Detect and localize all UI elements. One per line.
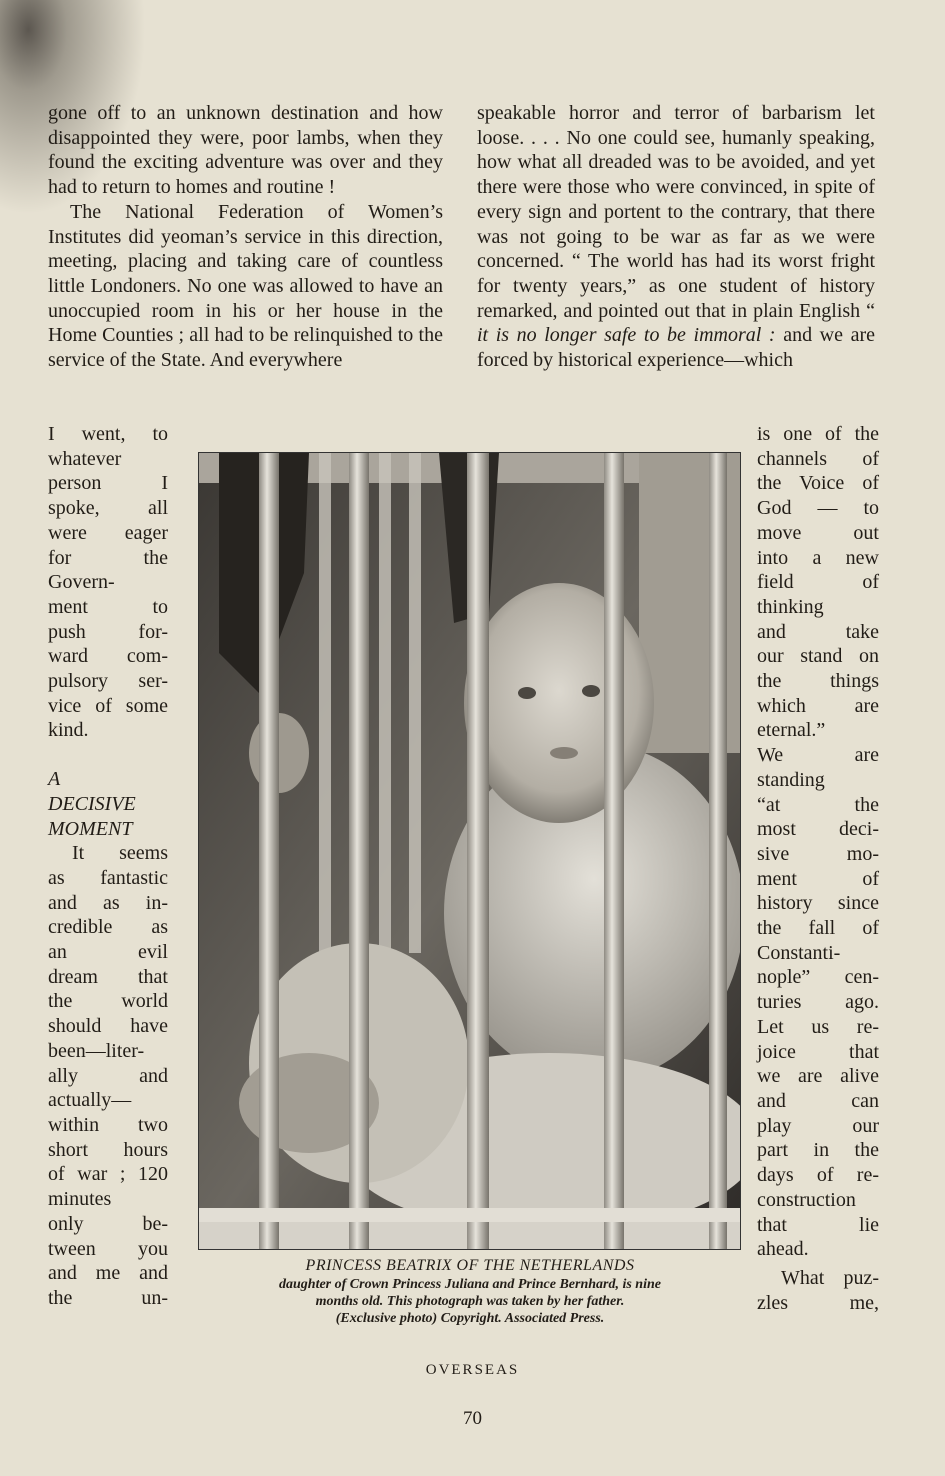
left-narrow-line: should have	[48, 1015, 168, 1038]
right-paragraph-1-end: and we are forced by historical experience—which	[477, 324, 876, 372]
right-narrow-line: eternal.”	[757, 719, 826, 742]
right-narrow-line: Constanti-	[757, 941, 841, 964]
right-narrow-line: sive mo-	[757, 842, 879, 865]
right-narrow-line: part in the	[757, 1139, 879, 1162]
left-narrow-line: credible as	[48, 916, 168, 939]
left-narrow-line: of war ; 120	[48, 1163, 168, 1186]
left-narrow-line: ward com-	[48, 645, 168, 668]
right-paragraph-1-text: speakable horror and terror of barbarism let loose. . . . No one could see, humanly speaking, how what all dreaded was to be avoided, and yet there were those who were convinced, in spite of every sign and portent to the contrary, that there was not going to be war as far as we were concerned. “ The world has had its worst fright for twenty years,” as one student of history remarked, and pointed out that in plain English “	[477, 102, 875, 322]
left-narrow-line: person I	[48, 472, 168, 495]
right-narrow-line: turies ago.	[757, 991, 879, 1014]
left-narrow-line: ally and	[48, 1064, 168, 1087]
publication-footer: OVERSEAS	[425, 1362, 520, 1378]
right-narrow-line: “at the	[757, 793, 879, 816]
right-narrow-line: into a new	[757, 546, 879, 569]
right-column-top	[477, 101, 875, 373]
right-narrow-line: that lie	[757, 1213, 879, 1236]
right-paragraph-1	[477, 101, 875, 373]
section-heading-line: DECISIVE	[48, 792, 136, 815]
left-narrow-line: for the	[48, 546, 168, 569]
right-narrow-line: thinking	[757, 595, 824, 618]
right-narrow-line: We are	[757, 744, 879, 767]
left-paragraph-2: The National Federation of Women’s Institutes did yeoman’s service in this direction, meeting, placing and taking care of countless little Londoners. No one was allowed to have an unoccupied room in his or her house in the Home Counties ; all had to be relinquished to the service of the State. And everywhere	[48, 200, 443, 372]
right-narrow-line: the Voice of	[757, 472, 879, 495]
right-narrow-line: ahead.	[757, 1238, 809, 1261]
left-narrow-line: as fantastic	[48, 866, 168, 889]
right-narrow-line: and can	[757, 1089, 879, 1112]
caption-line-3: (Exclusive photo) Copyright. Associated Press.	[335, 1311, 605, 1326]
right-narrow-line: channels of	[757, 447, 879, 470]
left-narrow-line: an evil	[48, 941, 168, 964]
right-narrow-line: ment of	[757, 867, 879, 890]
left-narrow-line: push for-	[48, 620, 168, 643]
right-narrow-line: field of	[757, 571, 879, 594]
right-narrow-line: history since	[757, 892, 879, 915]
photo-caption	[200, 1256, 740, 1327]
right-narrow-line: we are alive	[757, 1065, 879, 1088]
left-narrow-line: I went, to	[48, 423, 168, 445]
left-column-top	[48, 101, 443, 373]
left-narrow-line: dream that	[48, 965, 168, 988]
left-narrow-column	[48, 422, 168, 1311]
right-narrow-line: the fall of	[757, 917, 879, 940]
right-narrow-line: our stand on	[757, 645, 879, 668]
caption-title: PRINCESS BEATRIX OF THE NETHERLANDS	[305, 1257, 635, 1274]
right-narrow-line: is one of the	[757, 423, 879, 445]
right-narrow-column	[757, 422, 879, 1315]
left-narrow-line: were eager	[48, 521, 168, 544]
right-narrow-line: which are	[757, 694, 879, 717]
section-heading-line: MOMENT	[48, 817, 133, 840]
left-narrow-line: the un-	[48, 1286, 168, 1309]
left-narrow-line: only be-	[48, 1212, 168, 1235]
caption-line-1: daughter of Crown Princess Juliana and Prince Bernhard, is nine	[279, 1277, 661, 1292]
left-narrow-line: tween you	[48, 1237, 168, 1260]
baby-in-playpen-photo	[198, 452, 741, 1250]
right-narrow-line: move out	[757, 521, 879, 544]
right-narrow-line: zles me,	[757, 1291, 879, 1314]
page-number: 70	[463, 1408, 482, 1429]
section-heading-line: A	[48, 768, 61, 791]
left-paragraph-1: gone off to an unknown destination and how disappointed they were, poor lambs, when they found the exciting adventure was over and they had to return to homes and routine !	[48, 102, 443, 199]
left-narrow-line: and me and	[48, 1262, 168, 1285]
left-narrow-line: been—liter-	[48, 1039, 145, 1062]
left-narrow-line: the world	[48, 990, 168, 1013]
right-narrow-line: days of re-	[757, 1164, 879, 1187]
right-narrow-line: the things	[757, 670, 879, 693]
right-narrow-line: God — to	[757, 497, 879, 520]
left-narrow-line: short hours	[48, 1138, 168, 1161]
left-narrow-line: Govern-	[48, 571, 115, 594]
left-narrow-line: spoke, all	[48, 497, 168, 520]
section-gap	[48, 743, 168, 767]
left-narrow-line: minutes	[48, 1188, 112, 1211]
right-narrow-line: most deci-	[757, 818, 879, 841]
photo-illustration	[199, 453, 740, 1249]
left-narrow-line: It seems	[72, 842, 168, 865]
right-narrow-line: joice that	[757, 1040, 879, 1063]
left-narrow-line: whatever	[48, 447, 122, 470]
left-narrow-line: pulsory ser-	[48, 670, 168, 693]
right-narrow-line: What puz-	[781, 1266, 879, 1289]
left-narrow-line: kind.	[48, 719, 89, 742]
left-narrow-line: vice of some	[48, 694, 168, 717]
right-narrow-line: Let us re-	[757, 1015, 879, 1038]
left-narrow-line: within two	[48, 1113, 168, 1136]
right-narrow-line: nople” cen-	[757, 966, 879, 989]
left-narrow-line: and as in-	[48, 891, 168, 914]
left-narrow-line: actually—	[48, 1089, 132, 1112]
right-narrow-line: and take	[757, 620, 879, 643]
right-narrow-line: play our	[757, 1114, 879, 1137]
right-paragraph-1-italic: it is no longer safe to be immoral :	[477, 324, 776, 347]
right-narrow-line: standing	[757, 768, 825, 791]
left-narrow-line: ment to	[48, 595, 168, 618]
caption-line-2: months old. This photograph was taken by her father.	[315, 1294, 625, 1309]
right-narrow-line: construction	[757, 1188, 856, 1211]
